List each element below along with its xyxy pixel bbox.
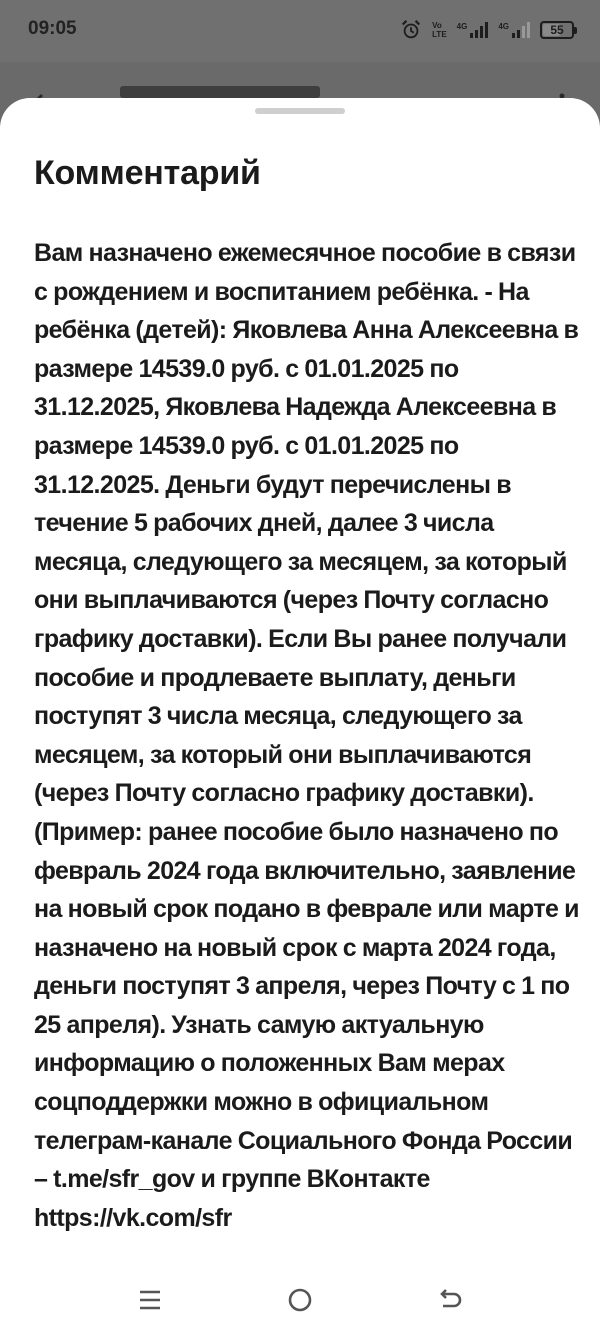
menu-icon[interactable] [138,1288,162,1312]
comment-line: https://vk.com/sfr [34,1203,232,1232]
alarm-clock-icon [400,19,422,41]
comment-line: ребёнка (детей): Яковлева Анна Алексеевна в [34,316,579,345]
sheet-drag-handle[interactable] [255,108,345,114]
volte-indicator [432,21,447,39]
comment-line: соцподдержки можно в официальном [34,1088,489,1117]
back-icon[interactable] [437,1287,463,1313]
comment-line: размере 14539.0 руб. с 01.01.2025 по [34,354,459,383]
comment-line: – t.me/sfr_gov и группе ВКонтакте [34,1165,430,1194]
comment-line: 31.12.2025, Яковлева Надежда Алексеевна в [34,393,557,422]
comment-text [34,234,579,1237]
comment-line: (Пример: ранее пособие было назначено по [34,817,559,846]
battery-icon [540,21,574,39]
comment-line: февраль 2024 года включительно, заявление [34,856,576,885]
comment-line: течение 5 рабочих дней, далее 3 числа [34,509,494,538]
comment-line: графику доставки). Если Вы ранее получали [34,624,567,653]
comment-line: 25 апреля). Узнать самую актуальную [34,1010,484,1039]
comment-line: на новый срок подано в феврале или марте и [34,895,579,924]
sim1-signal-icon [457,22,489,38]
comment-bottom-sheet [0,98,600,1332]
status-time: 09:05 [28,18,77,39]
comment-line: телеграм-канале Социального Фонда России [34,1126,573,1155]
volte-bottom: LTE [432,30,447,39]
comment-line: с рождением и воспитанием ребёнка. - На [34,277,529,306]
comment-line: назначено на новый срок с марта 2024 года, [34,933,556,962]
comment-line: Вам назначено ежемесячное пособие в связи [34,239,576,267]
comment-line: 31.12.2025. Деньги будут перечислены в [34,470,511,499]
status-icons [400,16,574,44]
comment-line: месяцем, за который они выплачиваются [34,740,532,769]
status-bar [0,0,600,62]
comment-line: месяца, следующего за месяцем, за который [34,547,567,576]
comment-line: информацию о положенных Вам мерах [34,1049,505,1078]
home-icon[interactable] [287,1287,313,1313]
comment-line: размере 14539.0 руб. с 01.01.2025 по [34,431,459,460]
comment-line: поступят 3 числа месяца, следующего за [34,702,522,731]
battery-level: 55 [550,23,564,37]
sim2-signal-icon [498,22,530,38]
sim1-network-type: 4G [456,22,468,31]
system-nav-bar [0,1262,600,1332]
comment-line: они выплачиваются (через Почту согласно [34,586,549,615]
volte-top: Vo [432,21,442,30]
comment-line: пособие и продлеваете выплату, деньги [34,663,516,692]
sheet-title: Комментарий [34,154,261,192]
sim2-network-type: 4G [498,22,509,31]
background-title [120,86,320,98]
comment-line: (через Почту согласно графику доставки). [34,779,534,808]
comment-line: деньги поступят 3 апреля, через Почту с 1 по [34,972,570,1001]
